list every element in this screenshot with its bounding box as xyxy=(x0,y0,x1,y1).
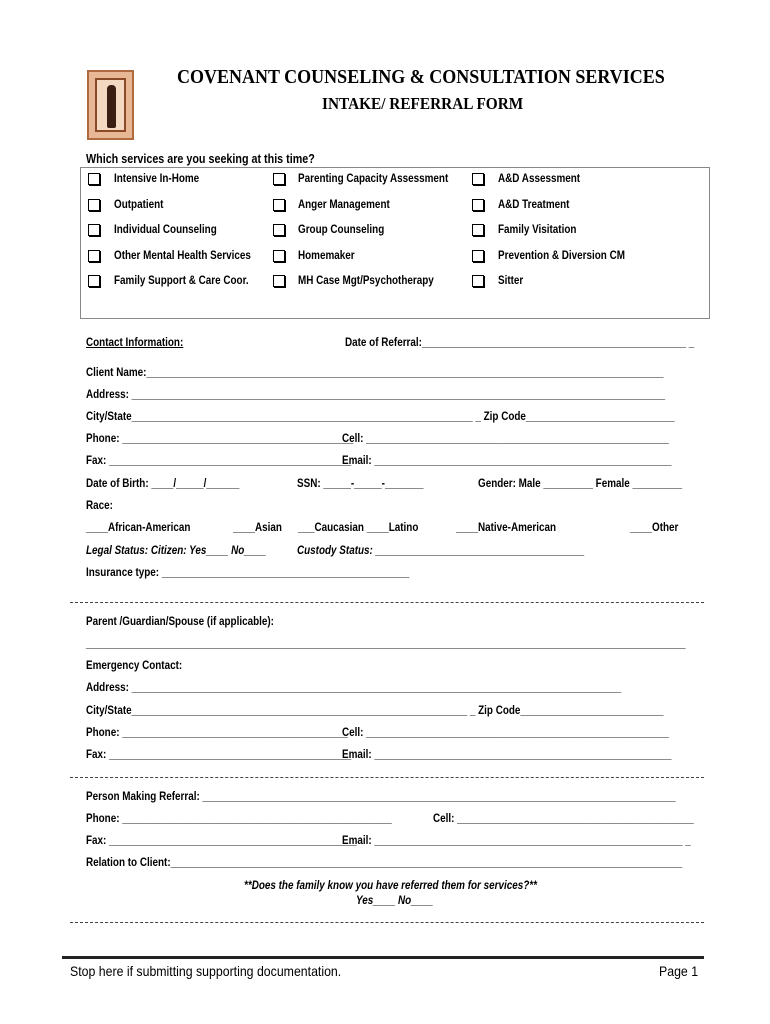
checkbox-ad-treatment[interactable] xyxy=(472,199,484,211)
checkbox-parenting-capacity[interactable] xyxy=(273,173,285,185)
checkbox-sitter[interactable] xyxy=(472,275,484,287)
contact-heading: Contact Information: xyxy=(86,337,184,349)
phone-field[interactable]: Phone: __________________________________________ xyxy=(86,433,354,445)
service-label: Homemaker xyxy=(298,250,355,262)
checkbox-family-support[interactable] xyxy=(88,275,100,287)
emergency-email-field[interactable]: Email: ______________________________________________________ xyxy=(342,749,672,761)
emergency-city-state-field[interactable]: City/State_____________________________________________________________ _ Zip Code__________________________ xyxy=(86,705,664,717)
footer-note: Stop here if submitting supporting documentation. xyxy=(70,963,342,979)
org-title: COVENANT COUNSELING & CONSULTATION SERVICES xyxy=(177,66,665,88)
referrer-fax-field[interactable]: Fax: _____________________________________________ xyxy=(86,835,357,847)
checkbox-outpatient[interactable] xyxy=(88,199,100,211)
page-number: Page 1 xyxy=(659,963,699,979)
services-question: Which services are you seeking at this time? xyxy=(86,152,315,166)
service-label: Other Mental Health Services xyxy=(114,250,251,262)
form-title: INTAKE/ REFERRAL FORM xyxy=(322,94,524,113)
email-field[interactable]: Email: ______________________________________________________ xyxy=(342,455,672,467)
service-label: A&D Assessment xyxy=(498,173,581,185)
client-name-field[interactable]: Client Name:______________________________________________________________________________________________ xyxy=(86,367,664,379)
checkbox-prevention-diversion[interactable] xyxy=(472,250,484,262)
checkbox-group-counseling[interactable] xyxy=(273,224,285,236)
address-field[interactable]: Address: _________________________________________________________________________________________________ xyxy=(86,389,666,401)
referral-date-field[interactable]: Date of Referral:________________________________________________ _ xyxy=(345,337,695,349)
checkbox-other-mental-health[interactable] xyxy=(88,250,100,262)
family-question: **Does the family know you have referred them for services?** xyxy=(244,880,537,892)
dob-field[interactable]: Date of Birth: ____/_____/______ xyxy=(86,478,240,490)
race-label: Race: xyxy=(86,500,113,512)
emergency-fax-field[interactable]: Fax: ____________________________________________ xyxy=(86,749,352,761)
referrer-cell-field[interactable]: Cell: ___________________________________________ xyxy=(433,813,694,825)
checkbox-family-visitation[interactable] xyxy=(472,224,484,236)
service-label: Anger Management xyxy=(298,199,390,211)
services-box xyxy=(80,167,710,319)
service-label: Intensive In-Home xyxy=(114,173,200,185)
service-label: Prevention & Diversion CM xyxy=(498,250,625,262)
insurance-field[interactable]: Insurance type: _____________________________________________ xyxy=(86,567,410,579)
custody-status-field[interactable]: Custody Status: ______________________________________ xyxy=(297,545,585,557)
service-label: MH Case Mgt/Psychotherapy xyxy=(298,275,434,287)
ssn-field[interactable]: SSN: _____-_____-_______ xyxy=(297,478,424,490)
divider xyxy=(70,777,704,778)
divider xyxy=(70,922,704,923)
service-label: Parenting Capacity Assessment xyxy=(298,173,449,185)
service-label: Sitter xyxy=(498,275,524,287)
service-label: Family Visitation xyxy=(498,224,577,236)
emergency-phone-field[interactable]: Phone: _________________________________________ xyxy=(86,727,348,739)
service-label: A&D Treatment xyxy=(498,199,570,211)
footer-rule xyxy=(62,956,704,959)
emergency-cell-field[interactable]: Cell: _______________________________________________________ xyxy=(342,727,669,739)
checkbox-homemaker[interactable] xyxy=(273,250,285,262)
checkbox-ad-assessment[interactable] xyxy=(472,173,484,185)
checkbox-anger-management[interactable] xyxy=(273,199,285,211)
checkbox-individual-counseling[interactable] xyxy=(88,224,100,236)
gender-field[interactable]: Gender: Male _________ Female _________ xyxy=(478,478,682,490)
logo xyxy=(87,70,134,140)
race-option[interactable]: ____African-American xyxy=(86,522,191,534)
divider xyxy=(70,602,704,603)
service-label: Group Counseling xyxy=(298,224,385,236)
city-state-zip-field[interactable]: City/State______________________________________________________________ _ Zip Code___________________________ xyxy=(86,411,675,423)
race-option[interactable]: ____Other xyxy=(630,522,679,534)
referrer-field[interactable]: Person Making Referral: ______________________________________________________________________________________ xyxy=(86,791,676,803)
logo-frame xyxy=(95,78,126,132)
race-option[interactable]: ____Native-American xyxy=(456,522,557,534)
referrer-email-field[interactable]: Email: ________________________________________________________ _ xyxy=(342,835,691,847)
emergency-address-field[interactable]: Address: _________________________________________________________________________________________ xyxy=(86,682,622,694)
referrer-phone-field[interactable]: Phone: _________________________________________________ xyxy=(86,813,392,825)
family-answer-field[interactable]: Yes____ No____ xyxy=(356,895,434,907)
parent-field[interactable]: _____________________________________________________________________________________________________________ xyxy=(86,638,686,650)
cell-field[interactable]: Cell: _______________________________________________________ xyxy=(342,433,669,445)
service-label: Outpatient xyxy=(114,199,164,211)
checkbox-intensive-in-home[interactable] xyxy=(88,173,100,185)
service-label: Family Support & Care Coor. xyxy=(114,275,249,287)
service-label: Individual Counseling xyxy=(114,224,217,236)
checkbox-mh-case-mgt[interactable] xyxy=(273,275,285,287)
legal-status-field[interactable]: Legal Status: Citizen: Yes____ No____ xyxy=(86,545,267,557)
logo-figure xyxy=(107,85,116,128)
emergency-label: Emergency Contact: xyxy=(86,660,183,672)
race-option[interactable]: ___Caucasian ____Latino xyxy=(298,522,419,534)
race-option[interactable]: ____Asian xyxy=(233,522,282,534)
parent-label: Parent /Guardian/Spouse (if applicable): xyxy=(86,616,274,628)
relation-field[interactable]: Relation to Client:_____________________________________________________________________________________________ xyxy=(86,857,683,869)
fax-field[interactable]: Fax: ____________________________________________ xyxy=(86,455,352,467)
